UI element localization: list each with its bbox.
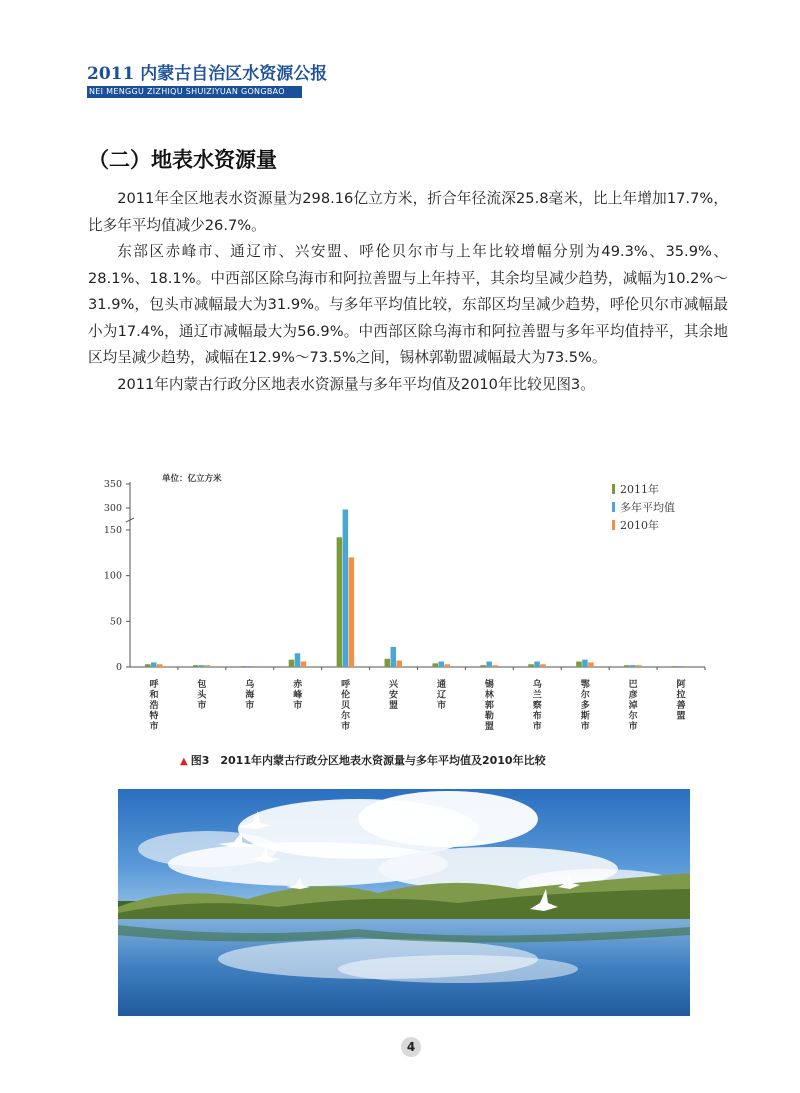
y-tick-label: 100	[103, 570, 122, 582]
bar	[432, 663, 438, 667]
bar	[672, 666, 678, 667]
bar	[145, 664, 151, 667]
category-label: 市	[436, 701, 446, 711]
category-label: 伦	[341, 690, 351, 701]
category-label: 包	[197, 680, 207, 690]
bar	[337, 537, 343, 667]
legend-swatch	[612, 502, 615, 512]
category-label: 尔	[580, 690, 590, 701]
wetland-swans-image	[118, 789, 690, 1016]
wetland-photo	[118, 789, 690, 1016]
bar	[205, 665, 211, 667]
legend-swatch	[612, 520, 615, 530]
category-label: 乌	[532, 680, 542, 690]
category-label: 峰	[293, 690, 303, 701]
bar	[684, 666, 690, 667]
body-text	[88, 186, 728, 398]
category-label: 海	[245, 690, 255, 701]
paragraph: 东部区赤峰市、通辽市、兴安盟、呼伦贝尔市与上年比较增幅分别为49.3%、35.9%、28.1%、18.1%。中西部区除乌海市和阿拉善盟与上年持平，其余均呈减少趋势，减幅为10.2%～31.9%，包头市减幅最大为31.9%。与多年平均值比较，东部区均呈减少趋势，呼伦贝尔市减幅最小为17.4%，通辽市减幅最大为56.9%。中西部区除乌海市和阿拉善盟与多年平均值持平，其余地区均呈减少趋势，减幅在12.9%～73.5%之间，锡林郭勒盟减幅最大为73.5%。	[88, 243, 728, 366]
category-label: 通	[436, 680, 446, 690]
bar	[193, 665, 199, 667]
category-label: 呼	[149, 680, 159, 690]
category-label: 兰	[532, 690, 542, 701]
legend-label: 2011年	[620, 483, 659, 496]
bar	[636, 665, 642, 667]
category-label: 乌	[245, 680, 255, 690]
report-title: 2011 内蒙古自治区水资源公报	[87, 64, 328, 84]
bar	[444, 664, 450, 667]
category-label: 浩	[149, 701, 159, 711]
legend-label: 多年平均值	[620, 501, 675, 514]
category-label: 巴	[628, 680, 638, 690]
bar	[343, 509, 349, 667]
category-label: 尔	[628, 711, 638, 722]
bar	[157, 664, 163, 667]
y-tick-label: 300	[103, 503, 122, 514]
bar	[295, 653, 301, 667]
category-label: 林	[484, 690, 494, 701]
category-label: 市	[628, 722, 638, 732]
bar	[576, 662, 582, 667]
bar	[492, 665, 498, 667]
category-label: 淖	[628, 701, 638, 711]
bar	[349, 557, 355, 667]
chart-canvas	[100, 470, 740, 740]
category-label: 锡	[484, 680, 494, 690]
report-header	[87, 64, 328, 98]
bar	[528, 664, 534, 667]
category-label: 贝	[341, 701, 351, 711]
category-label: 市	[245, 701, 255, 711]
category-label: 市	[149, 722, 159, 732]
bar	[678, 666, 684, 667]
category-label: 斯	[580, 711, 590, 722]
category-label: 盟	[676, 711, 686, 722]
category-label: 赤	[293, 680, 303, 690]
category-label: 尔	[341, 711, 351, 722]
category-label: 阿	[676, 680, 686, 690]
category-label: 头	[197, 690, 207, 701]
bar	[630, 665, 636, 667]
unit-label: 单位：亿立方米	[162, 474, 222, 484]
bar	[534, 662, 540, 667]
category-label: 拉	[676, 690, 686, 701]
category-label: 市	[293, 701, 303, 711]
bar	[480, 665, 486, 667]
category-label: 呼	[341, 680, 351, 690]
bar	[151, 662, 157, 667]
category-label: 郭	[484, 701, 494, 711]
category-label: 市	[532, 722, 542, 732]
bar	[301, 662, 307, 667]
paragraph: 2011年全区地表水资源量为298.16亿立方米，折合年径流深25.8毫米，比上年增加17.7%，比多年平均值减少26.7%。	[88, 190, 728, 234]
bar	[253, 666, 259, 667]
category-label: 察	[532, 701, 542, 711]
y-tick-label: 150	[103, 525, 122, 536]
figure-caption-text: 图3 2011年内蒙古行政分区地表水资源量与多年平均值及2010年比较	[190, 754, 546, 767]
bar	[199, 665, 205, 667]
category-label: 特	[149, 711, 159, 722]
caption-marker-icon: ▲	[180, 756, 188, 767]
category-label: 勒	[484, 711, 494, 722]
legend-label: 2010年	[620, 519, 659, 532]
y-tick-label: 50	[109, 616, 122, 628]
bar	[582, 660, 588, 667]
bar	[438, 662, 444, 667]
surface-water-bar-chart	[100, 470, 740, 740]
bar	[486, 662, 492, 667]
category-label: 安	[389, 690, 399, 701]
bar	[289, 660, 295, 667]
category-label: 市	[197, 701, 207, 711]
category-label: 市	[580, 722, 590, 732]
category-label: 鄂	[580, 680, 590, 690]
category-label: 市	[341, 722, 351, 732]
report-subtitle-bar: NEI MENGGU ZIZHIQU SHUIZIYUAN GONGBAO	[87, 86, 302, 98]
category-label: 盟	[389, 701, 399, 711]
section-title: （二）地表水资源量	[88, 148, 277, 172]
bar	[391, 647, 397, 667]
bar	[385, 659, 391, 667]
category-label: 和	[149, 690, 159, 701]
page-number: 4	[401, 1037, 421, 1057]
category-label: 布	[532, 711, 542, 722]
y-tick-label: 350	[103, 479, 122, 490]
bar	[241, 666, 247, 667]
category-label: 善	[676, 701, 686, 711]
category-label: 彦	[628, 690, 638, 701]
paragraph: 2011年内蒙古行政分区地表水资源量与多年平均值及2010年比较见图3。	[117, 375, 595, 393]
legend-swatch	[612, 484, 615, 494]
bar	[247, 666, 253, 667]
category-label: 盟	[484, 722, 494, 732]
y-tick-label: 0	[115, 662, 122, 673]
bar	[540, 664, 546, 667]
category-label: 多	[580, 701, 590, 711]
bar	[588, 662, 594, 667]
bar	[397, 661, 403, 667]
category-label: 辽	[436, 690, 446, 701]
category-label: 兴	[389, 680, 399, 690]
bar	[624, 665, 630, 667]
figure-caption	[180, 752, 640, 768]
